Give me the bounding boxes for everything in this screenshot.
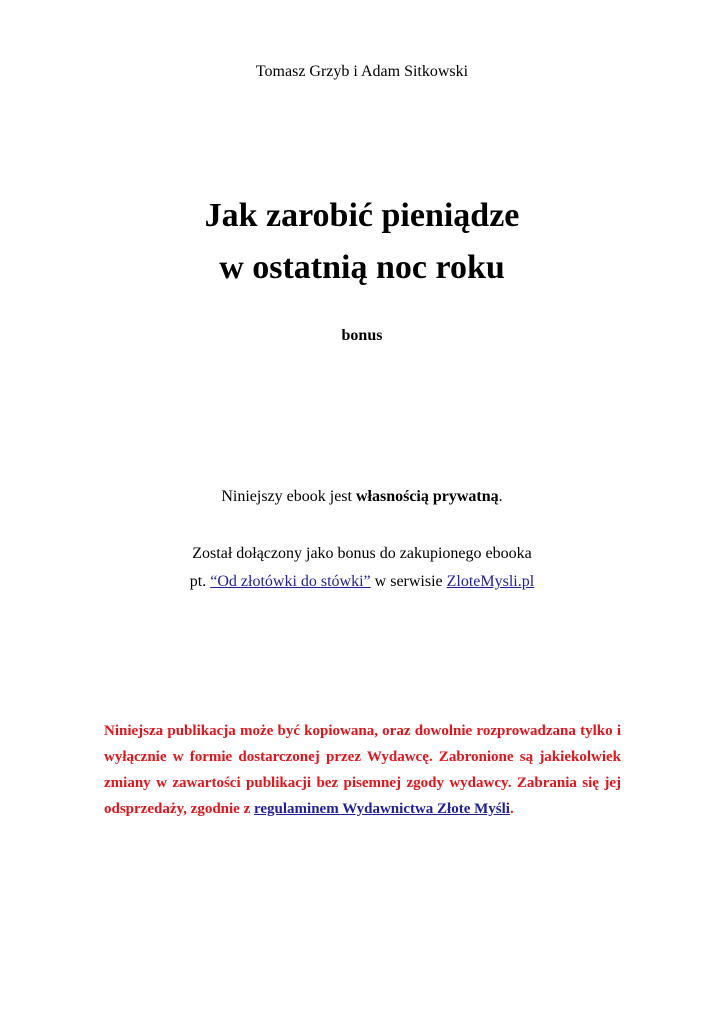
bonus-info-line-2 <box>0 568 724 596</box>
title-line-2: w ostatnią noc roku <box>219 249 505 286</box>
ownership-statement <box>0 488 724 506</box>
terms-link[interactable]: regulaminem Wydawnictwa Złote Myśli <box>254 801 510 817</box>
copyright-notice <box>104 718 621 822</box>
notice-text: Niniejsza publikacja może być kopiowana, oraz dowolnie rozprowadzana tylko i wyłącznie w formie dostarczonej przez Wydawcę. Zabronione są jakiekolwiek zmiany w zawartości publikacji bez pisemnej zgody wydawcy. Zabrania się jej odsprzedaży, zgodnie z <box>104 723 621 817</box>
ownership-prefix: Niniejszy ebook jest <box>221 488 356 505</box>
bonus-info-middle: w serwisie <box>370 573 447 590</box>
ownership-bold: własnością prywatną <box>355 488 499 505</box>
page-title <box>0 190 724 294</box>
book-link[interactable]: “Od złotówki do stówki” <box>210 573 371 590</box>
site-link[interactable]: ZloteMysli.pl <box>446 573 535 590</box>
subtitle: bonus <box>341 327 383 344</box>
ownership-suffix: . <box>498 488 503 505</box>
bonus-info-line-1: Został dołączony jako bonus do zakupionego ebooka <box>192 545 532 562</box>
authors: Tomasz Grzyb i Adam Sitkowski <box>255 63 469 80</box>
notice-suffix: . <box>509 801 514 817</box>
bonus-info-prefix: pt. <box>189 573 211 590</box>
bonus-info <box>0 540 724 596</box>
title-line-1: Jak zarobić pieniądze <box>204 197 520 234</box>
